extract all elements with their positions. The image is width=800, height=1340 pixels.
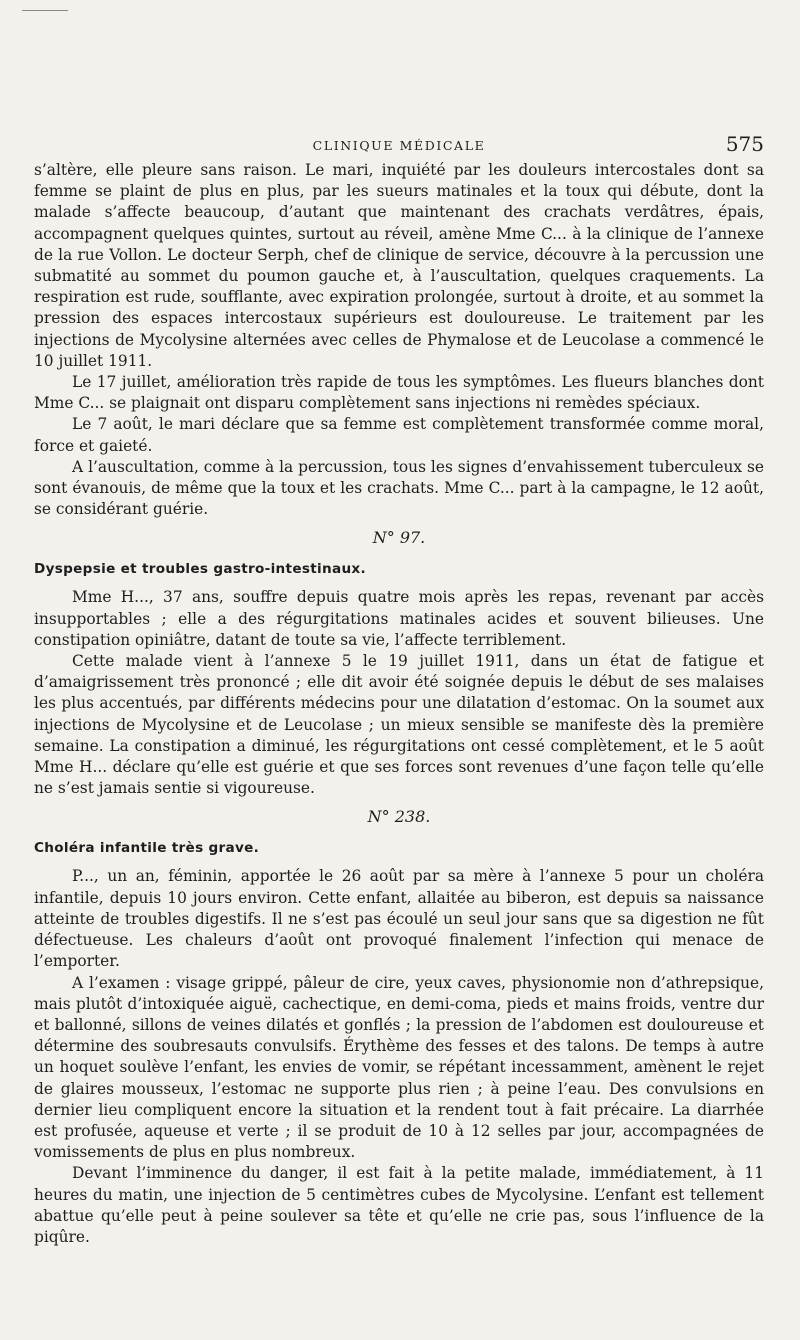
- paragraph: Le 7 août, le mari déclare que sa femme est complètement transformée comme moral, force et gaieté.: [34, 415, 764, 455]
- paragraph: P..., un an, féminin, apportée le 26 août par sa mère à l’annexe 5 pour un choléra infantile, depuis 10 jours environ. Cette enfant, allaitée au biberon, est depuis sa naissance atteinte de troubles digestifs. Il ne s’est pas écoulé un seul jour sans que sa digestion ne fût défectueuse. Les chaleurs d’août ont provoqué finalement l’infection qui menace de l’emporter.: [34, 867, 764, 971]
- paragraph: A l’auscultation, comme à la percussion, tous les signes d’envahissement tuberculeux se sont évanouis, de même que la toux et les crachats. Mme C... part à la campagne, le 12 août, se considérant guérie.: [34, 457, 764, 519]
- top-margin-rule: [22, 10, 68, 11]
- book-page: [34, 130, 764, 1248]
- case-97-section: [34, 528, 764, 799]
- paragraph: Cette malade vient à l’annexe 5 le 19 juillet 1911, dans un état de fatigue et d’amaigrissement très prononcé ; elle dit avoir été soignée depuis le début de ses malaises les plus accentués, par différents médecins pour une dilatation d’estomac. On la soumet aux injections de Mycolysine et de Leucolase ; un mieux sensible se manifeste dès la première semaine. La constipation a diminué, les régurgitations ont cessé complètement, et le 5 août Mme H... déclare qu’elle est guérie et que ses forces sont revenues d’une façon telle qu’elle ne s’est jamais sentie si vigoureuse.: [34, 652, 764, 798]
- case-238-section: [34, 807, 764, 1248]
- running-title: CLINIQUE MÉDICALE: [312, 138, 486, 153]
- case-title: Choléra infantile très grave.: [34, 840, 260, 857]
- running-head: [34, 130, 764, 160]
- page-number: 575: [725, 132, 764, 156]
- case-number: N° 97.: [372, 528, 426, 548]
- paragraph: Devant l’imminence du danger, il est fait à la petite malade, immédiatement, à 11 heures du matin, une injection de 5 centimètres cubes de Mycolysine. L’enfant est tellement abattue qu’elle peut à peine soulever sa tête et qu’elle ne crie pas, sous l’influence de la piqûre.: [34, 1164, 764, 1246]
- paragraph: s’altère, elle pleure sans raison. Le mari, inquiété par les douleurs intercostales dont sa femme se plaint de plus en plus, par les sueurs matinales et la toux qui débute, dont la malade s’affecte beaucoup, d’autant que maintenant des crachats verdâtres, épais, accompagnent quelques quintes, surtout au réveil, amène Mme C... à la clinique de l’annexe de la rue Vollon. Le docteur Serph, chef de clinique de service, découvre à la percussion une submatité au sommet du poumon gauche et, à l’auscultation, quelques craquements. La respiration est rude, soufflante, avec expiration prolongée, surtout à droite, et au sommet la pression des espaces intercostaux supérieurs est douloureuse. Le traitement par les injections de Mycolysine alternées avec celles de Phymalose et de Leucolase a commencé le 10 juillet 1911.: [34, 161, 764, 370]
- paragraph: A l’examen : visage grippé, pâleur de cire, yeux caves, physionomie non d’athrepsique, mais plutôt d’intoxiquée aiguë, cachectique, en demi-coma, pieds et mains froids, ventre dur et ballonné, sillons de veines dilatés et gonflés ; la pression de l’abdomen est douloureuse et détermine des soubresauts convulsifs. Érythème des fesses et des talons. De temps à autre un hoquet soulève l’enfant, les envies de vomir, se répétant incessamment, amènent le rejet de glaires mousseux, l’estomac ne supporte plus rien ; à peine l’eau. Des convulsions en dernier lieu compliquent encore la situation et la rendent tout à fait précaire. La diarrhée est profusée, aqueuse et verte ; il se produit de 10 à 12 selles par jour, accompagnées de vomissements de plus en plus nombreux.: [34, 973, 764, 1162]
- case-number: N° 238.: [367, 807, 431, 827]
- paragraph: Le 17 juillet, amélioration très rapide de tous les symptômes. Les flueurs blanches dont Mme C... se plaignait ont disparu complètement sans injections ni remèdes spéciaux.: [34, 373, 764, 413]
- paragraph: Mme H..., 37 ans, souffre depuis quatre mois après les repas, revenant par accès insupportables ; elle a des régurgitations matinales acides et souvent bilieuses. Une constipation opiniâtre, datant de toute sa vie, l’affecte terriblement.: [34, 588, 764, 649]
- case-title: Dyspepsie et troubles gastro-intestinaux.: [34, 561, 366, 578]
- intro-section: [34, 160, 764, 520]
